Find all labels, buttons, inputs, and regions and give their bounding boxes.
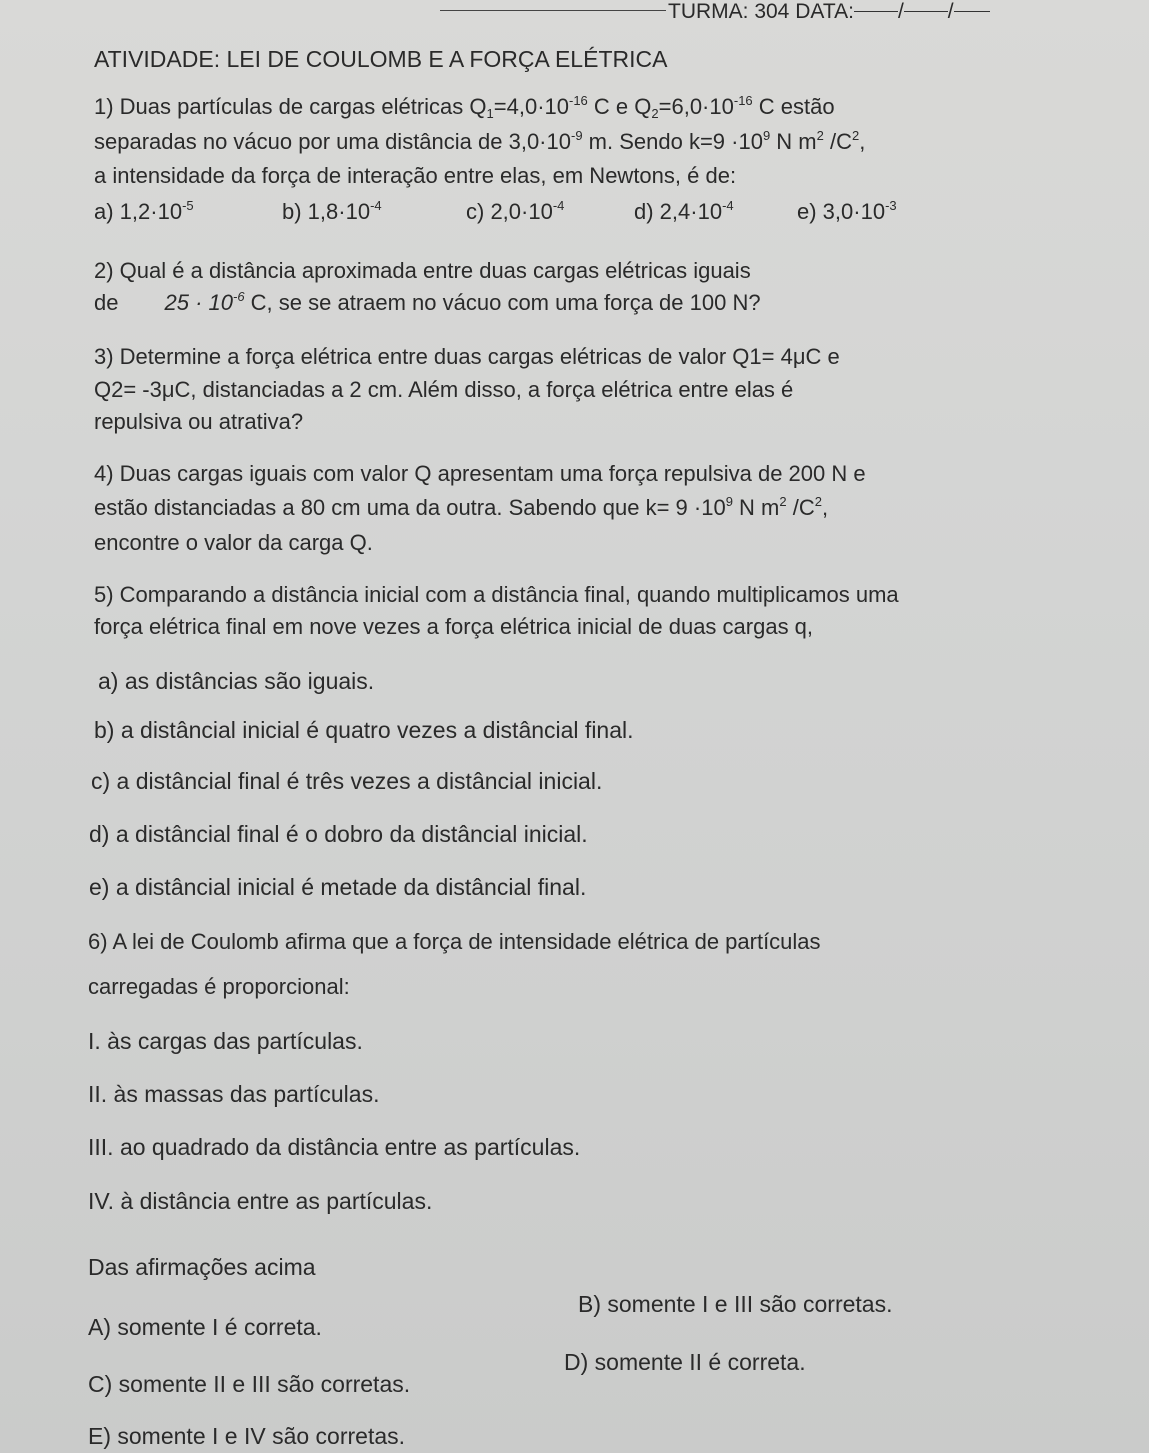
q5-line1: 5) Comparando a distância inicial com a distância final, quando multiplicamos uma (94, 582, 899, 607)
q1-charge1: =4,0·10 (493, 94, 569, 119)
q1-option-d: d) $2,4\cdot 10^{-4}$ (634, 198, 734, 224)
q3-line1: 3) Determine a força elétrica entre duas cargas elétricas de valor Q1= 4μC e (94, 344, 840, 369)
q1-charge2: =6,0·10 (658, 94, 734, 119)
q1-charge1-exp: -16 (569, 93, 588, 108)
q1-option-b: b) $1,8\cdot 10^{-4}$ (282, 198, 382, 224)
q4-line2: estão distanciadas a 80 cm uma da outra. Sabendo que $k= 9 \cdot 10^9$ N $m^2$ $/C^2$, (94, 494, 829, 520)
q6-option-b: B) somente I e III são corretas. (578, 1291, 893, 1317)
q6-item-iii: III. ao quadrado da distância entre as partículas. (88, 1134, 581, 1160)
q1-charge2-exp: -16 (733, 93, 753, 108)
q6-line2: carregadas é proporcional: (88, 974, 350, 999)
q4-line3: encontre o valor da carga Q. (94, 530, 373, 555)
q1-text-c: C estão (752, 94, 835, 119)
turma-label: TURMA: 304 DATA: (668, 0, 854, 23)
q2-line1: 2) Qual é a distância aproximada entre duas cargas elétricas iguais (94, 258, 751, 283)
q2-de: de (94, 290, 119, 315)
q6-option-d: D) somente II é correta. (564, 1349, 806, 1375)
q4-unit-c: /C (786, 495, 815, 520)
q1-distance-exp: -9 (570, 128, 583, 143)
q6-line1: 6) A lei de Coulomb afirma que a força de intensidade elétrica de partículas (88, 929, 821, 954)
q5-option-c: c) a distâncial final é três vezes a distâncial inicial. (91, 768, 603, 794)
q2-charge: 25 · 10 (164, 290, 233, 315)
q5-option-b: b) a distâncial inicial é quatro vezes a distâncial final. (94, 717, 634, 743)
q1-text-a: 1) Duas partículas de cargas elétricas (94, 94, 470, 119)
q6-item-iv: IV. à distância entre as partículas. (88, 1188, 433, 1214)
q6-option-a: A) somente I é correta. (88, 1314, 322, 1340)
q3-line3: repulsiva ou atrativa? (94, 409, 304, 434)
q6-option-c: C) somente II e III são corretas. (88, 1371, 411, 1397)
q4-unit-nm: N m (732, 495, 780, 520)
q5-option-a: a) as distâncias são iguais. (98, 668, 375, 694)
q6-item-i: I. às cargas das partículas. (88, 1028, 363, 1054)
header-rule (440, 10, 666, 11)
q4-comma: , (821, 495, 829, 520)
q1-k: m. Sendo k=9 ·10 (582, 129, 763, 154)
q5-option-d: d) a distâncial final é o dobro da distâncial inicial. (89, 821, 588, 847)
q1-option-a: a) $1,2\cdot 10^{-5}$ (94, 198, 194, 224)
q1-option-e: e) $3,0\cdot 10^{-3}$ (797, 198, 897, 224)
q6-option-e: E) somente I e IV são corretas. (88, 1423, 406, 1449)
q5-option-e: e) a distâncial inicial é metade da distâncial final. (89, 874, 587, 900)
q1-comma: , (859, 129, 866, 154)
q1-distance: separadas no vácuo por uma distância de 3,0·10 (94, 129, 571, 154)
q5-line2: força elétrica final em nove vezes a força elétrica inicial de duas cargas q, (94, 614, 814, 639)
q2-text-b: C, se se atraem no vácuo com uma força de 100 N? (244, 290, 761, 315)
q1-line2: separadas no vácuo por uma distância de $3,0\cdot 10^{-9}$ m. Sendo $k=9 \cdot 10^9$ N $m^2$ $/C^2$, (94, 128, 866, 154)
q1-line1: 1) Duas partículas de cargas elétricas $Q_1=4,0\cdot 10^{-16}$ C e $Q_2=6,0\cdot 10^{-16}$ C estão (94, 93, 835, 121)
turma-line: TURMA: 304 DATA: / / (668, 0, 990, 26)
q3-line2: Q2= -3μC, distanciadas a 2 cm. Além disso, a força elétrica entre elas é (94, 377, 794, 402)
q1-k-exp: 9 (762, 128, 771, 143)
q1-line3: a intensidade da força de interação entre elas, em Newtons, é de: (94, 163, 737, 188)
q6-prompt: Das afirmações acima (88, 1254, 316, 1280)
q2-line2 (94, 289, 761, 317)
q2-charge-exp: -6 (232, 289, 245, 304)
q4-text-a: estão distanciadas a 80 cm uma da outra. Sabendo que k= 9 ·10 (94, 495, 726, 520)
page-title: ATIVIDADE: LEI DE COULOMB E A FORÇA ELÉTRICA (94, 46, 668, 72)
q6-item-ii: II. às massas das partículas. (88, 1081, 380, 1107)
q4-k-exp: 9 (725, 494, 733, 509)
q1-option-c: c) $2,0\cdot 10^{-4}$ (466, 198, 565, 224)
q1-text-b: C e (587, 94, 635, 119)
q1-unit-nm: N m (770, 129, 817, 154)
q4-line1: 4) Duas cargas iguais com valor Q apresentam uma força repulsiva de 200 N e (94, 461, 866, 486)
q1-unit-c: /C (823, 129, 852, 154)
